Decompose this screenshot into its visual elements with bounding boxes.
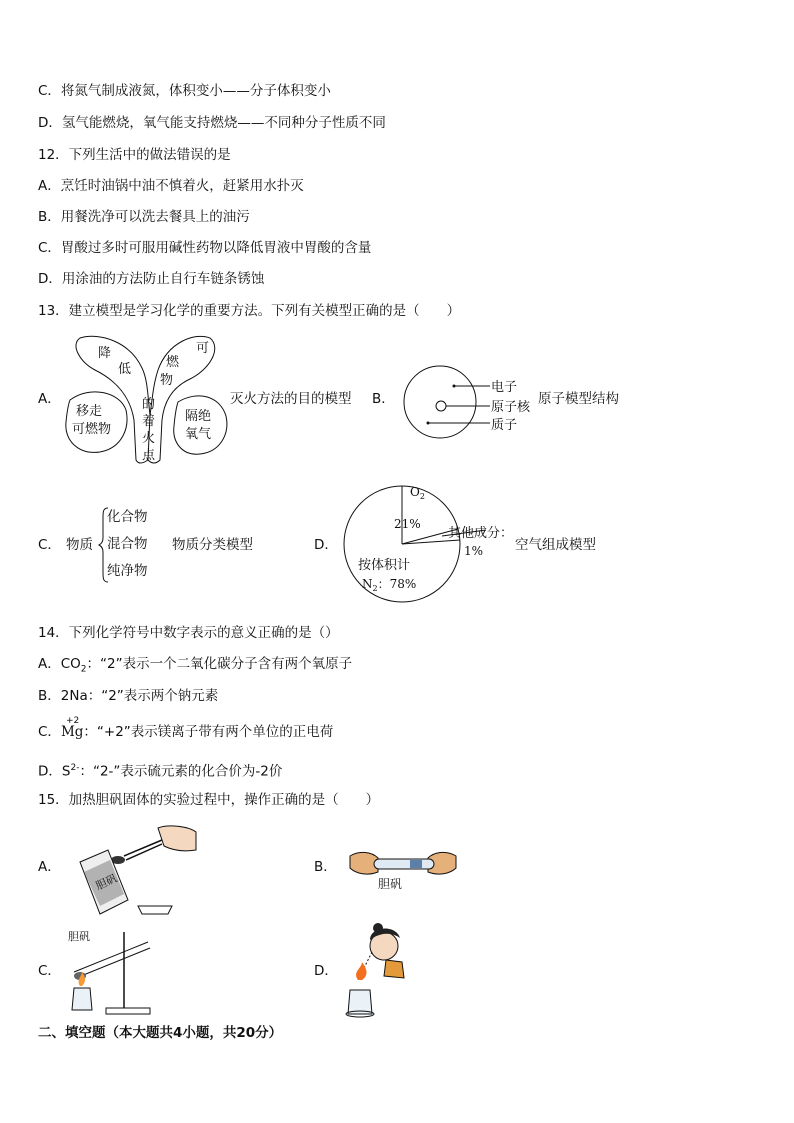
classification-root: 物质	[66, 537, 93, 553]
other-components-label: 其他成分：	[448, 526, 514, 541]
n2-label-line-2: $N_2$：78%	[362, 577, 417, 593]
q12-option-b: B．用餐洗净可以洗去餐具上的油污	[38, 209, 250, 225]
q15-option-c-label: C．	[38, 963, 61, 979]
left-leaf-line-1: 移走	[76, 404, 103, 419]
o2-label: $O_2$	[410, 485, 425, 501]
q11-option-c: C．将氮气制成液氮，体积变小——分子体积变小	[38, 83, 331, 99]
petal-right-char-3: 物	[160, 373, 174, 388]
q13-option-c-caption: 物质分类模型	[172, 537, 253, 553]
test-tube-hands-illustration	[348, 846, 458, 894]
q13-option-a-label: A．	[38, 391, 61, 407]
stem-char-3: 火	[142, 431, 156, 446]
apparatus-label: 胆矾	[68, 930, 90, 943]
other-components-percent: 1%	[464, 544, 484, 558]
q13-option-d-caption: 空气组成模型	[515, 537, 596, 553]
petal-left-char-2: 低	[118, 362, 132, 377]
q15-option-d-label: D．	[314, 963, 338, 979]
left-leaf-line-2: 可燃物	[72, 422, 112, 437]
test-tube-label: 胆矾	[378, 877, 403, 891]
heating-apparatus-illustration	[62, 926, 158, 1018]
q14-option-c: C． +2 Mg：“+2”表示镁离子带有两个单位的正电荷	[38, 716, 334, 740]
o2-percent: 21%	[394, 517, 421, 531]
petal-left-char-1: 降	[98, 346, 112, 361]
stem-char-2: 着	[142, 414, 156, 429]
fire-extinguishing-model-diagram	[60, 330, 240, 465]
nucleus-label: 原子核	[491, 400, 531, 415]
q13-option-b-caption: 原子模型结构	[538, 391, 619, 407]
q13-stem: 13．建立模型是学习化学的重要方法。下列有关模型正确的是（ ）	[38, 303, 461, 319]
q13-option-c-label: C．	[38, 537, 61, 553]
air-composition-pie-chart	[338, 480, 518, 606]
q13-option-d-label: D．	[314, 537, 338, 553]
q15-option-a-label: A．	[38, 859, 61, 875]
bottle-label: 胆矾	[93, 871, 120, 893]
n2-label-line-1: 按体积计	[358, 558, 411, 573]
blowing-out-lamp-illustration	[340, 918, 420, 1022]
petal-right-char-1: 可	[196, 341, 210, 356]
bottle-tweezers-illustration	[68, 822, 198, 917]
q15-stem: 15．加热胆矾固体的实验过程中，操作正确的是（ ）	[38, 792, 380, 808]
q14-option-b: B．2Na：“2”表示两个钠元素	[38, 688, 219, 704]
q12-option-c: C．胃酸过多时可服用碱性药物以降低胃液中胃酸的含量	[38, 240, 372, 256]
electron-label: 电子	[491, 380, 518, 395]
q12-option-d: D．用涂油的方法防止自行车链条锈蚀	[38, 271, 265, 287]
q13-option-a-caption: 灭火方法的目的模型	[230, 391, 352, 407]
q14-option-a: A．$CO_2$：“2”表示一个二氧化碳分子含有两个氧原子	[38, 656, 353, 675]
classification-branch-3: 纯净物	[107, 563, 148, 579]
q12-stem: 12．下列生活中的做法错误的是	[38, 147, 231, 163]
q12-option-a: A．烹饪时油锅中油不慎着火，赶紧用水扑灭	[38, 178, 304, 194]
stem-char-4: 点	[142, 448, 156, 463]
section-2-heading: 二、填空题（本大题共4小题，共20分）	[38, 1025, 283, 1041]
right-leaf-line-2: 氧气	[185, 427, 212, 442]
q11-option-d: D．氢气能燃烧，氧气能支持燃烧——不同种分子性质不同	[38, 115, 386, 131]
stem-char-1: 的	[142, 397, 156, 412]
q14-option-d: D．$S^{2-}$：“2-”表示硫元素的化合价为-2价	[38, 763, 283, 780]
q13-option-b-label: B．	[372, 391, 395, 407]
petal-right-char-2: 燃	[166, 355, 180, 370]
q15-option-b-label: B．	[314, 859, 337, 875]
right-leaf-line-1: 隔绝	[185, 409, 212, 424]
q14-stem: 14．下列化学符号中数字表示的意义正确的是（）	[38, 625, 339, 641]
atom-model-diagram	[400, 362, 545, 442]
classification-branch-2: 混合物	[107, 536, 148, 552]
classification-branch-1: 化合物	[107, 509, 148, 525]
proton-label: 质子	[491, 418, 518, 433]
